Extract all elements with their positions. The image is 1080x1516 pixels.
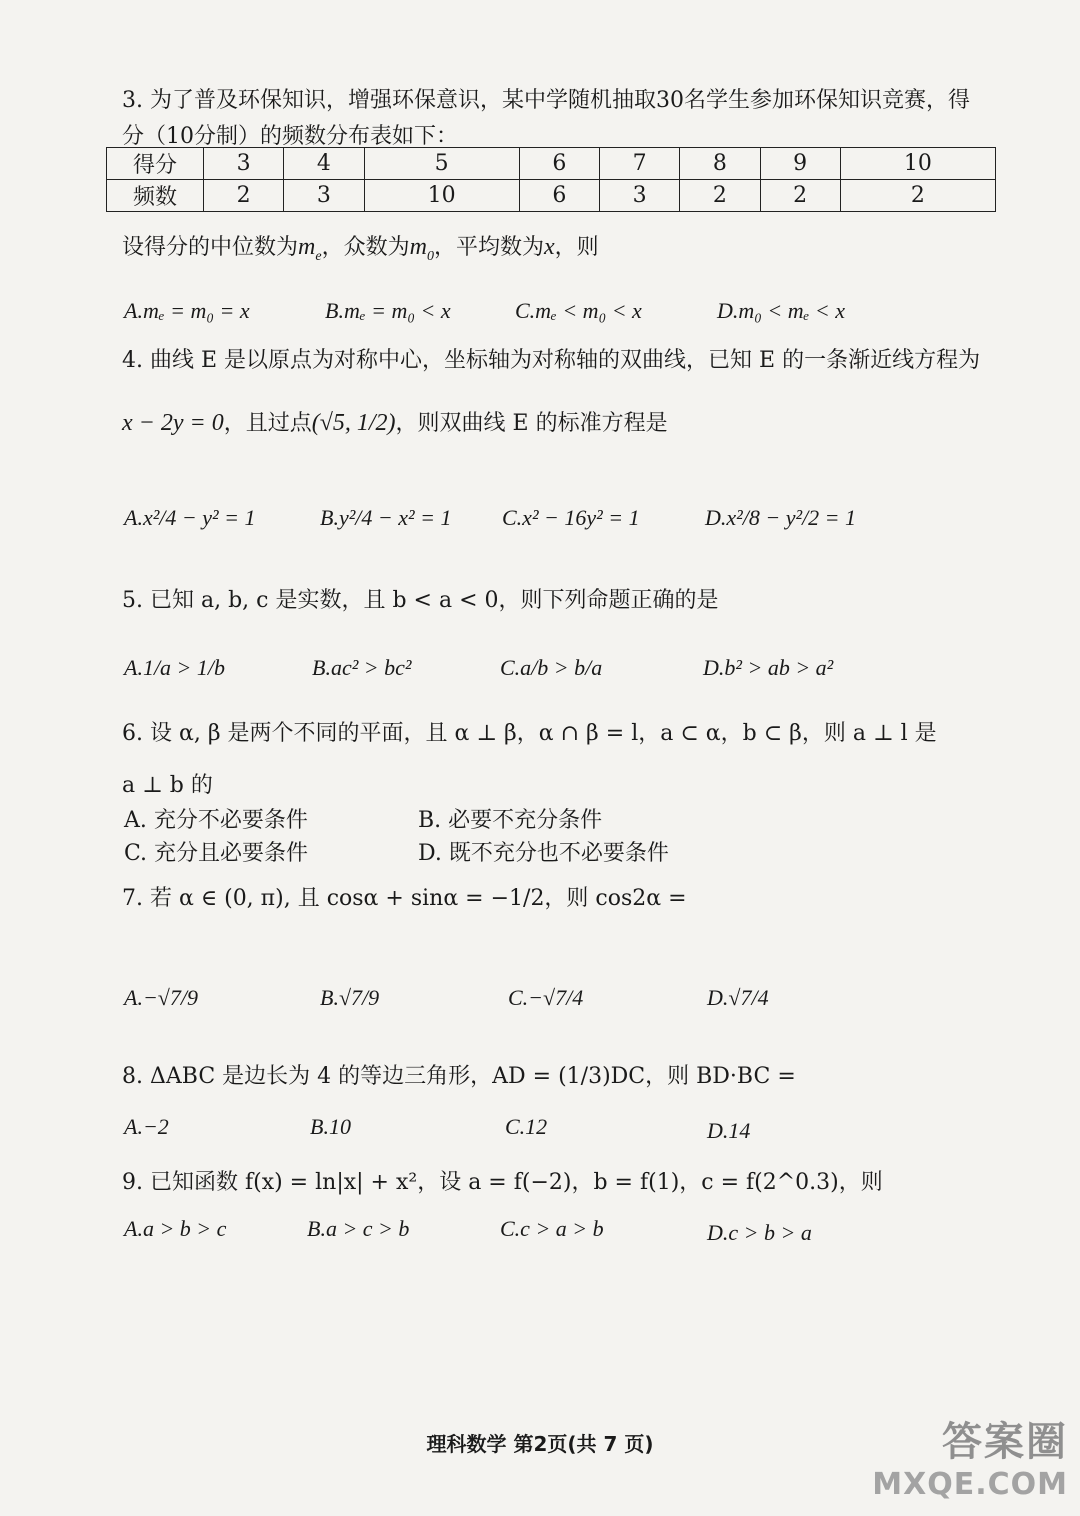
q7-option-c: C.−√7/4 xyxy=(508,985,584,1010)
table-cell: 9 xyxy=(760,148,840,180)
table-cell: 10 xyxy=(840,148,995,180)
table-row xyxy=(107,148,996,180)
q6-line1: 6. 设 α, β 是两个不同的平面，且 α ⊥ β，α ∩ β = l，a ⊂ α，b ⊂ β，则 a ⊥ l 是 xyxy=(122,721,937,746)
table-cell: 6 xyxy=(519,180,599,212)
q5-option-c: C.a/b > b/a xyxy=(500,655,603,680)
table-cell: 7 xyxy=(599,148,679,180)
q8-option-d: D.14 xyxy=(707,1118,751,1143)
table-cell: 6 xyxy=(519,148,599,180)
table-cell-label: 得分 xyxy=(107,148,204,180)
q5-option-a: A.1/a > 1/b xyxy=(124,655,226,680)
q7-option-a: A.−√7/9 xyxy=(124,985,198,1010)
q7-option-b: B.√7/9 xyxy=(320,985,380,1010)
q4-option-a: A.x²/4 − y² = 1 xyxy=(124,505,256,530)
q4-option-c: C.x² − 16y² = 1 xyxy=(502,505,640,530)
q9-line1: 9. 已知函数 f(x) = ln|x| + x²，设 a = f(−2)，b = f(1)，c = f(2^0.3)，则 xyxy=(122,1170,883,1195)
q6-option-c: C. 充分且必要条件 xyxy=(124,841,309,866)
q4-option-b: B.y²/4 − x² = 1 xyxy=(320,505,452,530)
table-cell-label: 频数 xyxy=(107,180,204,212)
watermark-logo xyxy=(872,1410,1068,1502)
table-cell: 2 xyxy=(840,180,995,212)
table-cell: 4 xyxy=(284,148,364,180)
table-cell: 3 xyxy=(599,180,679,212)
table-cell: 2 xyxy=(760,180,840,212)
q9-option-c: C.c > a > b xyxy=(500,1216,604,1241)
q7-line1: 7. 若 α ∈ (0, π), 且 cosα + sinα = −1/2，则 cos2α = xyxy=(122,886,687,911)
watermark-url: MXQE.COM xyxy=(872,1467,1068,1502)
q8-option-c: C.12 xyxy=(505,1114,548,1139)
page-footer: 理科数学 第2页(共 7 页) xyxy=(426,1432,654,1456)
q9-option-a: A.a > b > c xyxy=(124,1216,227,1241)
q3-option-d: D.m₀ < mₑ < x xyxy=(717,298,846,323)
q5-option-b: B.ac² > bc² xyxy=(312,655,412,680)
frequency-table xyxy=(106,147,996,212)
q5-option-d: D.b² > ab > a² xyxy=(703,655,834,680)
table-cell: 3 xyxy=(204,148,284,180)
watermark-mark: 答案圈 xyxy=(942,1419,1068,1465)
q3-stem: 设得分的中位数为$m_e$，众数为$m_0$，平均数为x，则 xyxy=(122,234,599,264)
q3-line2: 分（10分制）的频数分布表如下： xyxy=(122,124,458,149)
q7-option-d: D.√7/4 xyxy=(707,985,769,1010)
q4-line1: 4. 曲线 E 是以原点为对称中心，坐标轴为对称轴的双曲线，已知 E 的一条渐近线方程为 xyxy=(122,348,981,373)
table-cell: 8 xyxy=(680,148,760,180)
table-row xyxy=(107,180,996,212)
q6-line2: a ⊥ b 的 xyxy=(122,773,213,798)
q8-option-a: A.−2 xyxy=(124,1114,169,1139)
q9-option-d: D.c > b > a xyxy=(707,1220,812,1245)
q4-point: (√5, 1/2) xyxy=(311,410,396,436)
q8-option-b: B.10 xyxy=(310,1114,351,1139)
q6-option-d: D. 既不充分也不必要条件 xyxy=(418,841,669,866)
q5-line1: 5. 已知 a, b, c 是实数，且 b < a < 0，则下列命题正确的是 xyxy=(122,588,719,613)
q3-option-a: A.mₑ = m₀ = x xyxy=(124,298,250,323)
q3-option-c: C.mₑ < m₀ < x xyxy=(515,298,642,323)
q9-option-b: B.a > c > b xyxy=(307,1216,410,1241)
q8-line1: 8. ΔABC 是边长为 4 的等边三角形，AD = (1/3)DC，则 BD·BC = xyxy=(122,1064,796,1089)
q4-line2: x − 2y = 0，且过点(√5, 1/2)，则双曲线 E 的标准方程是 xyxy=(122,410,668,436)
q4-option-d: D.x²/8 − y²/2 = 1 xyxy=(705,505,857,530)
q3-option-b: B.mₑ = m₀ < x xyxy=(325,298,451,323)
table-cell: 2 xyxy=(204,180,284,212)
q6-option-a: A. 充分不必要条件 xyxy=(124,808,308,833)
table-cell: 10 xyxy=(364,180,519,212)
q6-option-b: B. 必要不充分条件 xyxy=(418,808,603,833)
table-cell: 5 xyxy=(364,148,519,180)
table-cell: 3 xyxy=(284,180,364,212)
table-cell: 2 xyxy=(680,180,760,212)
q3-line1: 3. 为了普及环保知识，增强环保意识，某中学随机抽取30名学生参加环保知识竞赛，得 xyxy=(122,88,970,113)
